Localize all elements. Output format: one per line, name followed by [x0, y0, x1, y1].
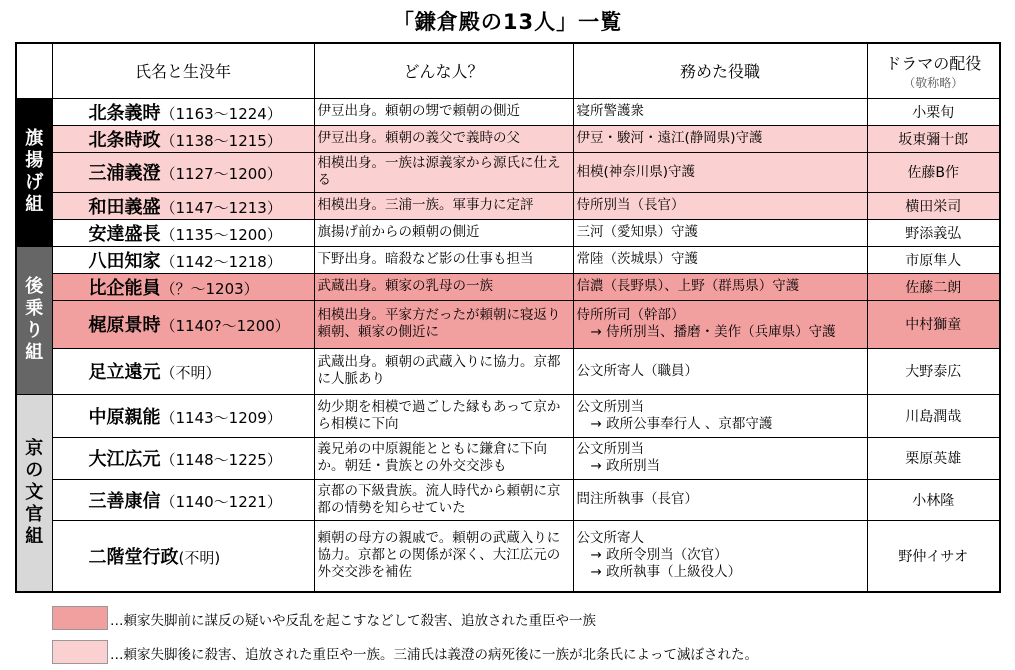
header-name: 氏名と生没年	[52, 43, 314, 98]
member-role: 伊豆・駿河・遠江(静岡県)守護	[573, 125, 867, 152]
table-row	[16, 437, 1000, 479]
member-role: 信濃（長野県）、上野（群馬県）守護	[573, 273, 867, 300]
table-row	[16, 394, 1000, 437]
member-name: 足立遠元（不明）	[52, 348, 314, 394]
legend-swatch-light	[52, 640, 108, 664]
legend-text-light: …頼家失脚後に殺害、追放された重臣や一族。三浦氏は義澄の病死後に一族が北条氏によって滅ぼされた。	[110, 647, 758, 663]
member-name: 比企能員（？〜1203）	[52, 273, 314, 300]
member-desc: 頼朝の母方の親戚で。頼朝の武蔵入りに協力。京都との関係が深く、大江広元の外交交渉を補佐	[314, 520, 573, 592]
header-role: 務めた役職	[573, 43, 867, 98]
member-desc: 義兄弟の中原親能とともに鎌倉に下向か。朝廷・貴族との外交交渉も	[314, 437, 573, 479]
member-role: 公文所寄人（職員）	[573, 348, 867, 394]
member-cast: 佐藤B作	[867, 152, 1000, 192]
table-row	[16, 348, 1000, 394]
member-role: 三河（愛知県）守護	[573, 219, 867, 246]
header-cast-sub: （敬称略）	[903, 75, 964, 90]
member-desc: 相模出身。三浦一族。軍事力に定評	[314, 192, 573, 219]
member-role: 相模(神奈川県)守護	[573, 152, 867, 192]
group-label-hatage: 旗揚げ組	[16, 98, 52, 246]
table-row	[16, 246, 1000, 273]
header-row	[16, 43, 1000, 98]
member-cast: 坂東彌十郎	[867, 125, 1000, 152]
member-name: 三浦義澄（1127〜1200）	[52, 152, 314, 192]
header-cast-label: ドラマの配役	[885, 53, 982, 73]
member-desc: 武蔵出身。頼朝の武蔵入りに協力。京都に人脈あり	[314, 348, 573, 394]
header-who: どんな人？	[314, 43, 573, 98]
member-name: 三善康信（1140〜1221）	[52, 479, 314, 520]
table-row	[16, 125, 1000, 152]
member-desc: 下野出身。暗殺など影の仕事も担当	[314, 246, 573, 273]
member-cast: 市原隼人	[867, 246, 1000, 273]
table-row	[16, 479, 1000, 520]
member-name: 北条時政（1138〜1215）	[52, 125, 314, 152]
member-role: 寝所警護衆	[573, 98, 867, 125]
page-title: 「鎌倉殿の13人」一覧	[392, 10, 623, 34]
member-desc: 旗揚げ前からの頼朝の側近	[314, 219, 573, 246]
member-cast: 佐藤二朗	[867, 273, 1000, 300]
member-role: 侍所別当（長官）	[573, 192, 867, 219]
member-role: 公文所別当 → 政所別当	[573, 437, 867, 479]
table-row	[16, 98, 1000, 125]
member-desc: 相模出身。一族は源義家から源氏に仕える	[314, 152, 573, 192]
table-row	[16, 300, 1000, 348]
member-cast: 野仲イサオ	[867, 520, 1000, 592]
member-desc: 京都の下級貴族。流人時代から頼朝に京都の情勢を知らせていた	[314, 479, 573, 520]
header-blank	[16, 43, 52, 98]
member-cast: 横田栄司	[867, 192, 1000, 219]
table-row	[16, 192, 1000, 219]
member-cast: 小栗旬	[867, 98, 1000, 125]
group-label-atonori: 後乗り組	[16, 246, 52, 394]
member-desc: 相模出身。平家方だったが頼朝に寝返り頼朝、頼家の側近に	[314, 300, 573, 348]
table-row	[16, 520, 1000, 592]
member-desc: 伊豆出身。頼朝の義父で義時の父	[314, 125, 573, 152]
member-cast: 栗原英雄	[867, 437, 1000, 479]
member-role: 公文所別当 → 政所公事奉行人 、京都守護	[573, 394, 867, 437]
legend-swatch-dark	[52, 606, 108, 630]
member-name: 北条義時（1163〜1224）	[52, 98, 314, 125]
member-name: 和田義盛（1147〜1213）	[52, 192, 314, 219]
member-role: 常陸（茨城県）守護	[573, 246, 867, 273]
member-desc: 伊豆出身。頼朝の甥で頼朝の側近	[314, 98, 573, 125]
member-desc: 武蔵出身。頼家の乳母の一族	[314, 273, 573, 300]
member-name: 梶原景時（1140?〜1200）	[52, 300, 314, 348]
member-name: 大江広元（1148〜1225）	[52, 437, 314, 479]
member-desc: 幼少期を相模で過ごした縁もあって京から相模に下向	[314, 394, 573, 437]
group-label-kyo-bunkan: 京の文官組	[16, 394, 52, 592]
member-role: 侍所所司（幹部） → 侍所別当、播磨・美作（兵庫県）守護	[573, 300, 867, 348]
table-row	[16, 152, 1000, 192]
member-cast: 中村獅童	[867, 300, 1000, 348]
member-cast: 小林隆	[867, 479, 1000, 520]
member-role: 問注所執事（長官）	[573, 479, 867, 520]
member-cast: 野添義弘	[867, 219, 1000, 246]
table-row	[16, 219, 1000, 246]
member-name: 二階堂行政(不明)	[52, 520, 314, 592]
member-name: 八田知家（1142〜1218）	[52, 246, 314, 273]
table-row	[16, 273, 1000, 300]
member-role: 公文所寄人 → 政所令別当（次官） → 政所執事（上級役人）	[573, 520, 867, 592]
member-cast: 大野泰広	[867, 348, 1000, 394]
members-table	[15, 42, 1001, 593]
header-cast	[867, 43, 1000, 98]
member-name: 中原親能（1143〜1209）	[52, 394, 314, 437]
legend-text-dark: …頼家失脚前に謀反の疑いや反乱を起こすなどして殺害、追放された重臣や一族	[110, 613, 596, 629]
member-name: 安達盛長（1135〜1200）	[52, 219, 314, 246]
member-cast: 川島潤哉	[867, 394, 1000, 437]
